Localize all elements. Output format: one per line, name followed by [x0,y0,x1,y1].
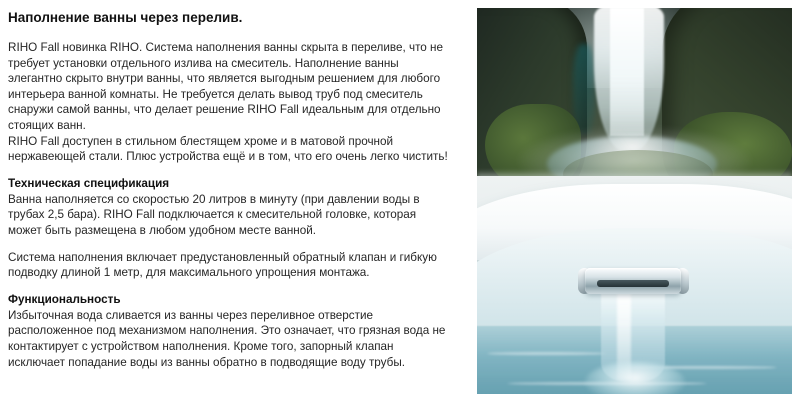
waterfall-core [610,8,644,136]
section-heading-specs: Техническая спецификация [8,176,170,190]
waterfall-scene [477,8,792,186]
functionality-paragraph-1: Избыточная вода сливается из ванны через переливное отверстие расположенное под механизмом наполнения. Это означает, что грязная вода не контактирует с устройством наполнения. Кроме того, запорный клапан исключает попадание воды из ванны обратно в подводящие воду трубы. [8,308,446,369]
specs-paragraph-2: Система наполнения включает предустановленный обратный клапан и гибкую подводку длиной 1 метр, для максимального упрощения монтажа. [8,250,437,280]
section-heading-functionality: Функциональность [8,292,121,306]
water-ripple [487,352,607,355]
bathtub-scene [477,176,792,394]
media-column [477,8,792,394]
specs-paragraph-1: Ванна наполняется со скоростью 20 литров в минуту (при давлении воды в трубах 2,5 бара). RIHO Fall подключается к смесительной головке, которая может быть размещена в любом удобном месте ванной. [8,192,420,238]
water-splash [585,362,685,394]
page-title: Наполнение ванны через перелив. [8,10,243,25]
text-column [8,0,460,402]
intro-paragraph-2: RIHO Fall доступен в стильном блестящем хроме и в матовой прочной нержавеющей стали. Плюс устройства ещё и в том, что его очень легко чистить! [8,134,448,164]
intro-paragraph-1: RIHO Fall новинка RIHO. Система наполнения ванны скрыта в переливе, что не требует установки отдельного излива на смеситель. Наполнение ванны элегантно скрыто внутри ванны, что является выгодным решением для любого интерьера ванной комнаты. Не требуется делать вывод труб под смеситель снаружи самой ванны, что делает решение RIHO Fall идеальным для отдельно стоящих ванн. [8,41,443,132]
filler-outlet-slot [597,280,669,287]
riho-fall-photo [477,8,792,394]
